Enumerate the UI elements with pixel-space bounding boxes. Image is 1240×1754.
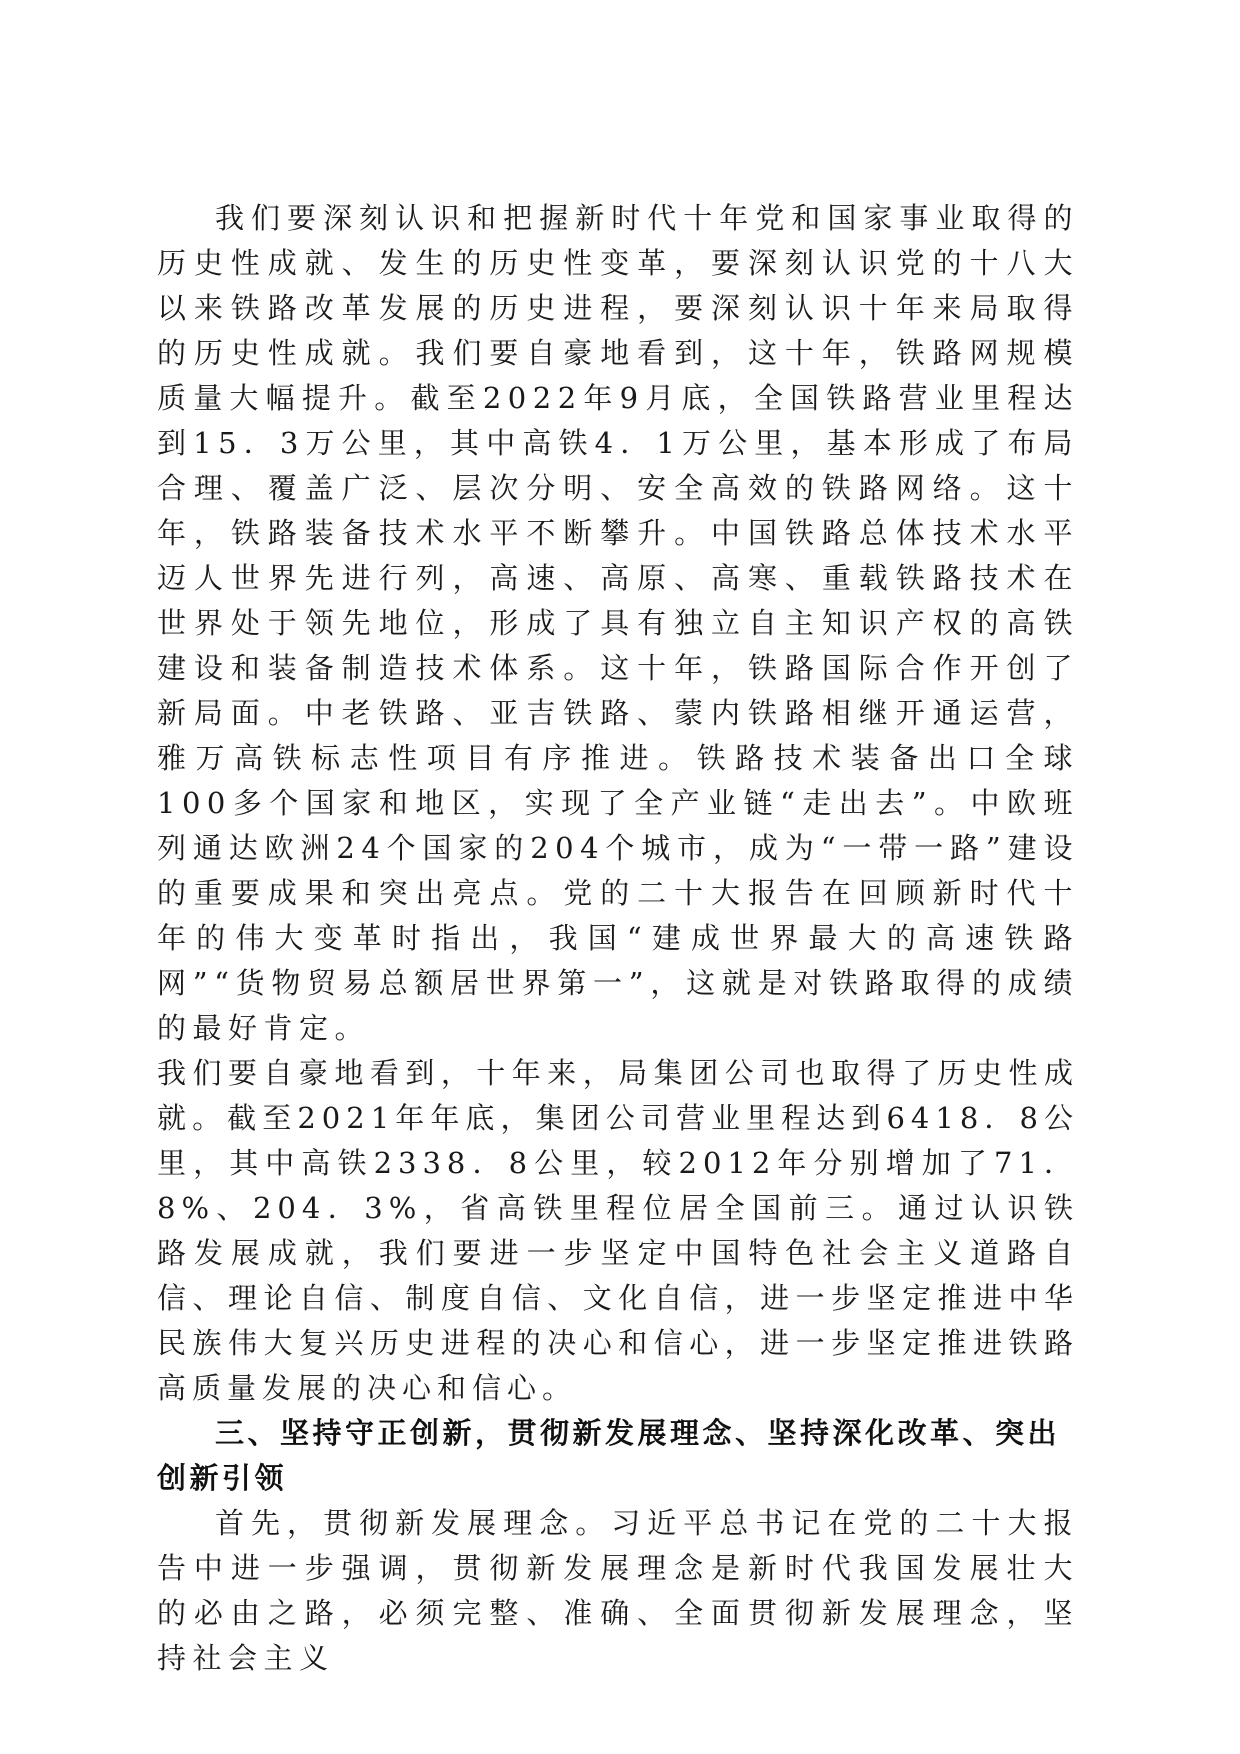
document-body [157,196,1079,1681]
paragraph-achievements-national: 我们要深刻认识和把握新时代十年党和国家事业取得的历史性成就、发生的历史性变革，要深刻认识党的十八大以来铁路改革发展的历史进程，要深刻认识十年来局取得的历史性成就。我们要自豪地看到，这十年，铁路网规模质量大幅提升。截至2022年9月底，全国铁路营业里程达到15．3万公里，其中高铁4．1万公里，基本形成了布局合理、覆盖广泛、层次分明、安全高效的铁路网络。这十年，铁路装备技术水平不断攀升。中国铁路总体技术水平迈人世界先进行列，高速、高原、高寒、重载铁路技术在世界处于领先地位，形成了具有独立自主知识产权的高铁建设和装备制造技术体系。这十年，铁路国际合作开创了新局面。中老铁路、亚吉铁路、蒙内铁路相继开通运营，雅万高铁标志性项目有序推进。铁路技术装备出口全球100多个国家和地区，实现了全产业链“走出去”。中欧班列通达欧洲24个国家的204个城市，成为“一带一路”建设的重要成果和突出亮点。党的二十大报告在回顾新时代十年的伟大变革时指出，我国“建成世界最大的高速铁路网”“货物贸易总额居世界第一”，这就是对铁路取得的成绩的最好肯定。 [157,201,1079,1045]
paragraph-new-development-concept: 首先，贯彻新发展理念。习近平总书记在党的二十大报告中进一步强调，贯彻新发展理念是新时代我国发展壮大的必由之路，必须完整、准确、全面贯彻新发展理念，坚持社会主义 [157,1506,1079,1675]
section-heading-three: 三、坚持守正创新，贯彻新发展理念、坚持深化改革、突出创新引领 [157,1416,1061,1495]
paragraph-achievements-group: 我们要自豪地看到，十年来，局集团公司也取得了历史性成就。截至2021年年底，集团公司营业里程达到6418．8公里，其中高铁2338．8公里，较2012年分别增加了71．8%、204．3%，省高铁里程位居全国前三。通过认识铁路发展成就，我们要进一步坚定中国特色社会主义道路自信、理论自信、制度自信、文化自信，进一步坚定推进中华民族伟大复兴历史进程的决心和信心，进一步坚定推进铁路高质量发展的决心和信心。 [157,1056,1079,1405]
